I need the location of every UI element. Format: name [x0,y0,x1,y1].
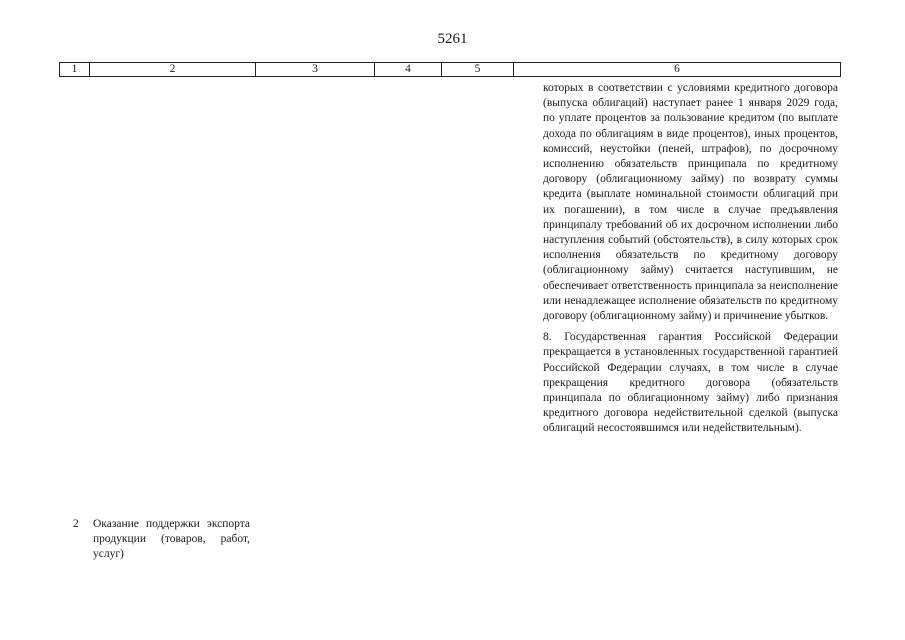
row-title: Оказание поддержки экспорта продукции (товаров, работ, услуг) [93,518,250,561]
row-number: 2 [73,518,79,530]
column-header-row [60,63,841,77]
column-header-5: 5 [442,63,514,77]
column-header-table [59,62,841,77]
item-8-paragraph: 8. Государственная гарантия Российской Федерации прекращается в установленных государственной гарантией Российской Федерации случаях, в том числе в случае прекращения кредитного договора (обязательств принципала по облигационному займу) либо признания кредитного договора недействительной сделкой (выпуска облигаций несостоявшимся или недействительным). [543,331,838,435]
column-header-4: 4 [375,63,442,77]
page-number: 5261 [437,31,468,47]
continuation-paragraph: которых в соответствии с условиями кредитного договора (выпуска облигаций) наступает ранее 1 января 2029 года, по уплате процентов за пользование кредитом (по выплате дохода по облигациям в виде процентов), иных процентов, комиссий, неустойки (пеней, штрафов), по досрочному исполнению обязательств принципала по кредитному договору (облигационному займу) по возврату суммы кредита (выплате номинальной стоимости облигаций при их погашении), в том числе в случае предъявления принципалу требований об их досрочном исполнении либо наступления событий (обстоятельств), в силу которых срок исполнения обязательств по кредитному договору (облигационному займу) считается наступившим, не обеспечивает ответственность принципала за неисполнение или ненадлежащее исполнение обязательств по кредитному договору (облигационному займу) и причинение убытков. [543,82,838,323]
column-header-2: 2 [90,63,256,77]
column-header-3: 3 [256,63,375,77]
column6-text [543,81,838,437]
column-header-1: 1 [60,63,90,77]
column-header-6: 6 [514,63,841,77]
